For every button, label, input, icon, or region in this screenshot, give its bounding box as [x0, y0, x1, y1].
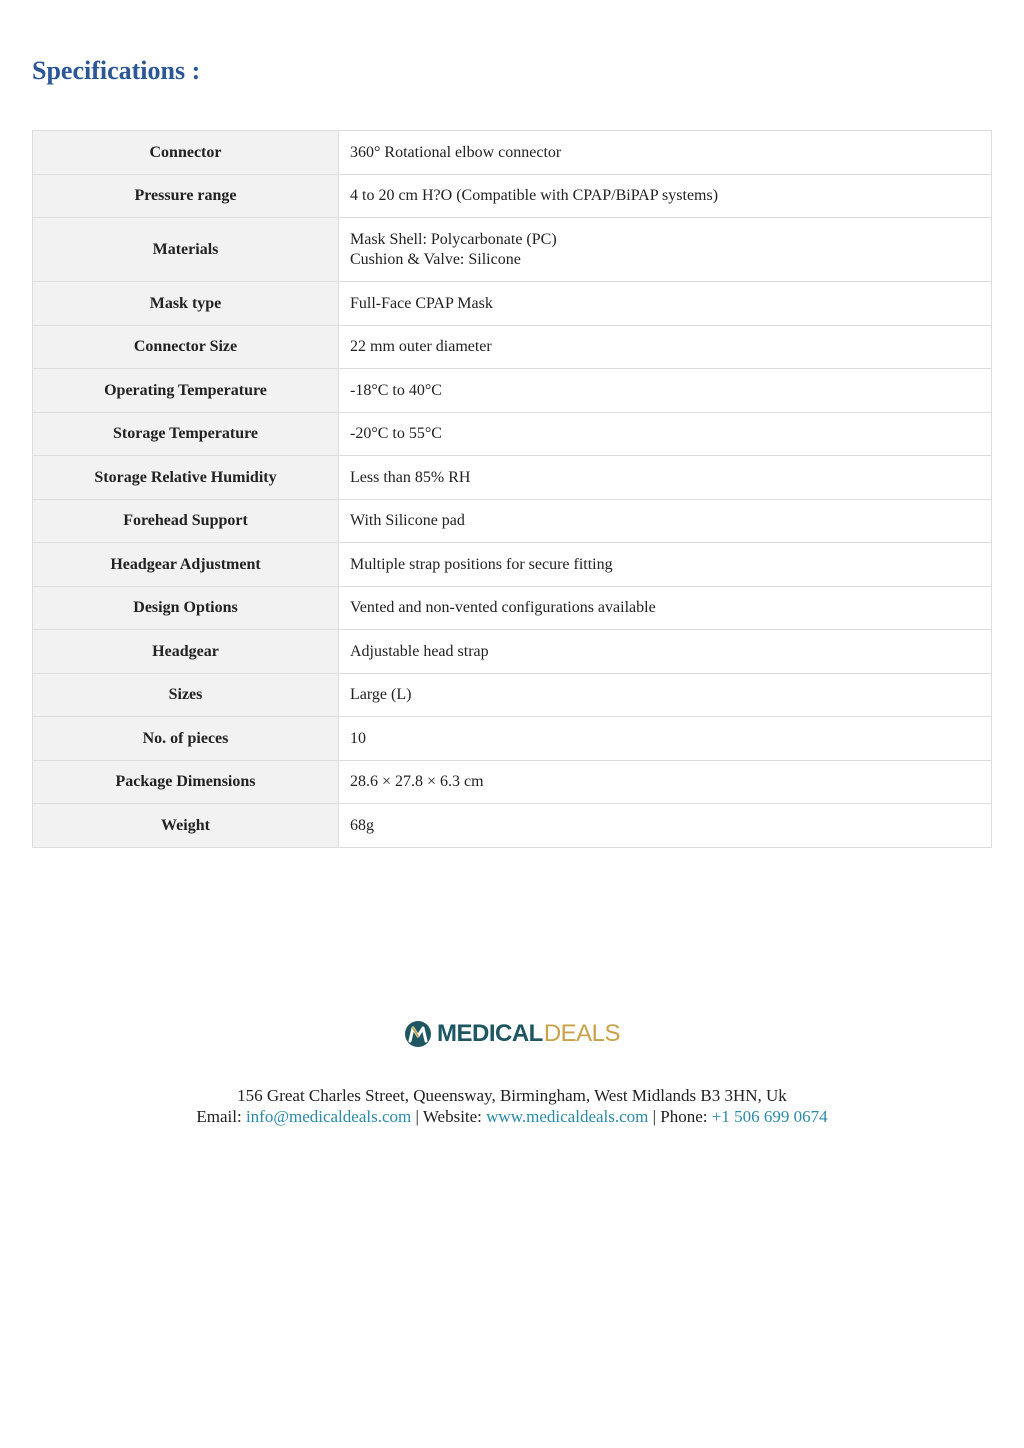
table-row: [33, 717, 992, 761]
spec-label: Mask type: [33, 282, 339, 326]
spec-value-line: Cushion & Valve: Silicone: [350, 250, 521, 268]
table-row: [33, 500, 992, 543]
phone-link[interactable]: +1 506 699 0674: [711, 1107, 828, 1126]
spec-label: No. of pieces: [33, 717, 339, 761]
contact-line: [0, 1106, 1024, 1127]
table-row: [33, 761, 992, 804]
spec-value: [339, 131, 992, 175]
spec-value: [339, 369, 992, 413]
spec-label: Headgear Adjustment: [33, 543, 339, 587]
email-label: Email:: [196, 1107, 242, 1126]
spec-label: Storage Relative Humidity: [33, 456, 339, 500]
website-label: Website:: [422, 1107, 482, 1126]
table-row: [33, 175, 992, 218]
table-row: [33, 456, 992, 500]
company-address: 156 Great Charles Street, Queensway, Birmingham, West Midlands B3 3HN, Uk: [237, 1086, 787, 1105]
spec-value-line: -20°C to 55°C: [350, 425, 442, 442]
spec-value: [339, 456, 992, 500]
table-row: [33, 587, 992, 630]
spec-value: [339, 804, 992, 848]
spec-value: [339, 630, 992, 674]
spec-value: [339, 175, 992, 218]
specifications-table: [32, 130, 992, 848]
spec-value: [339, 674, 992, 717]
table-row: [33, 804, 992, 848]
specifications-table-body: [33, 131, 992, 848]
table-row: [33, 413, 992, 456]
spec-label: Headgear: [33, 630, 339, 674]
spec-value: [339, 717, 992, 761]
spec-value: [339, 543, 992, 587]
spec-value-line: 22 mm outer diameter: [350, 338, 492, 355]
spec-value-line: Multiple strap positions for secure fitting: [350, 555, 613, 573]
spec-label: Pressure range: [33, 175, 339, 218]
spec-value-line: Mask Shell: Polycarbonate (PC): [350, 230, 557, 248]
table-row: [33, 543, 992, 587]
spec-label: Connector Size: [33, 326, 339, 369]
spec-value-line: Full-Face CPAP Mask: [350, 294, 493, 312]
logo-word-medical: MEDICAL: [436, 1020, 543, 1047]
table-row: [33, 282, 992, 326]
contact-separator: |: [415, 1107, 419, 1126]
spec-label: Connector: [33, 131, 339, 175]
table-row: [33, 369, 992, 413]
spec-value-line: 28.6 × 27.8 × 6.3 cm: [350, 773, 484, 790]
spec-label: Materials: [33, 218, 339, 282]
spec-value-line: With Silicone pad: [350, 512, 465, 529]
spec-value-line: 10: [350, 729, 366, 747]
spec-label: Design Options: [33, 587, 339, 630]
footer: [0, 1020, 1024, 1127]
spec-value: [339, 218, 992, 282]
table-row: [33, 630, 992, 674]
email-link[interactable]: info@medicaldeals.com: [245, 1107, 412, 1126]
contact-separator: |: [652, 1107, 657, 1126]
spec-label: Operating Temperature: [33, 369, 339, 413]
medical-deals-logo-icon: [404, 1020, 432, 1048]
table-row: [33, 218, 992, 282]
spec-label: Storage Temperature: [33, 413, 339, 456]
spec-value-line: Adjustable head strap: [350, 642, 489, 660]
spec-value: [339, 326, 992, 369]
spec-value: [339, 761, 992, 804]
spec-label: Weight: [33, 804, 339, 848]
spec-value-line: Less than 85% RH: [350, 468, 471, 486]
phone-label: Phone:: [660, 1107, 708, 1126]
website-link[interactable]: www.medicaldeals.com: [486, 1107, 649, 1126]
spec-label: Sizes: [33, 674, 339, 717]
spec-value: [339, 413, 992, 456]
spec-value: [339, 500, 992, 543]
page-title: Specifications :: [32, 56, 201, 85]
table-row: [33, 131, 992, 175]
table-row: [33, 674, 992, 717]
spec-value-line: Large (L): [350, 686, 412, 703]
table-row: [33, 326, 992, 369]
spec-label: Package Dimensions: [33, 761, 339, 804]
spec-value-line: -18°C to 40°C: [350, 381, 442, 399]
logo-word-deals: DEALS: [543, 1020, 621, 1047]
spec-value-line: 68g: [350, 816, 374, 834]
spec-value-line: 4 to 20 cm H?O (Compatible with CPAP/BiPAP systems): [350, 187, 719, 204]
spec-value: [339, 587, 992, 630]
company-logo: [404, 1020, 620, 1048]
spec-value: [339, 282, 992, 326]
spec-value-line: 360° Rotational elbow connector: [350, 143, 562, 161]
spec-value-line: Vented and non-vented configurations available: [350, 599, 656, 616]
spec-label: Forehead Support: [33, 500, 339, 543]
